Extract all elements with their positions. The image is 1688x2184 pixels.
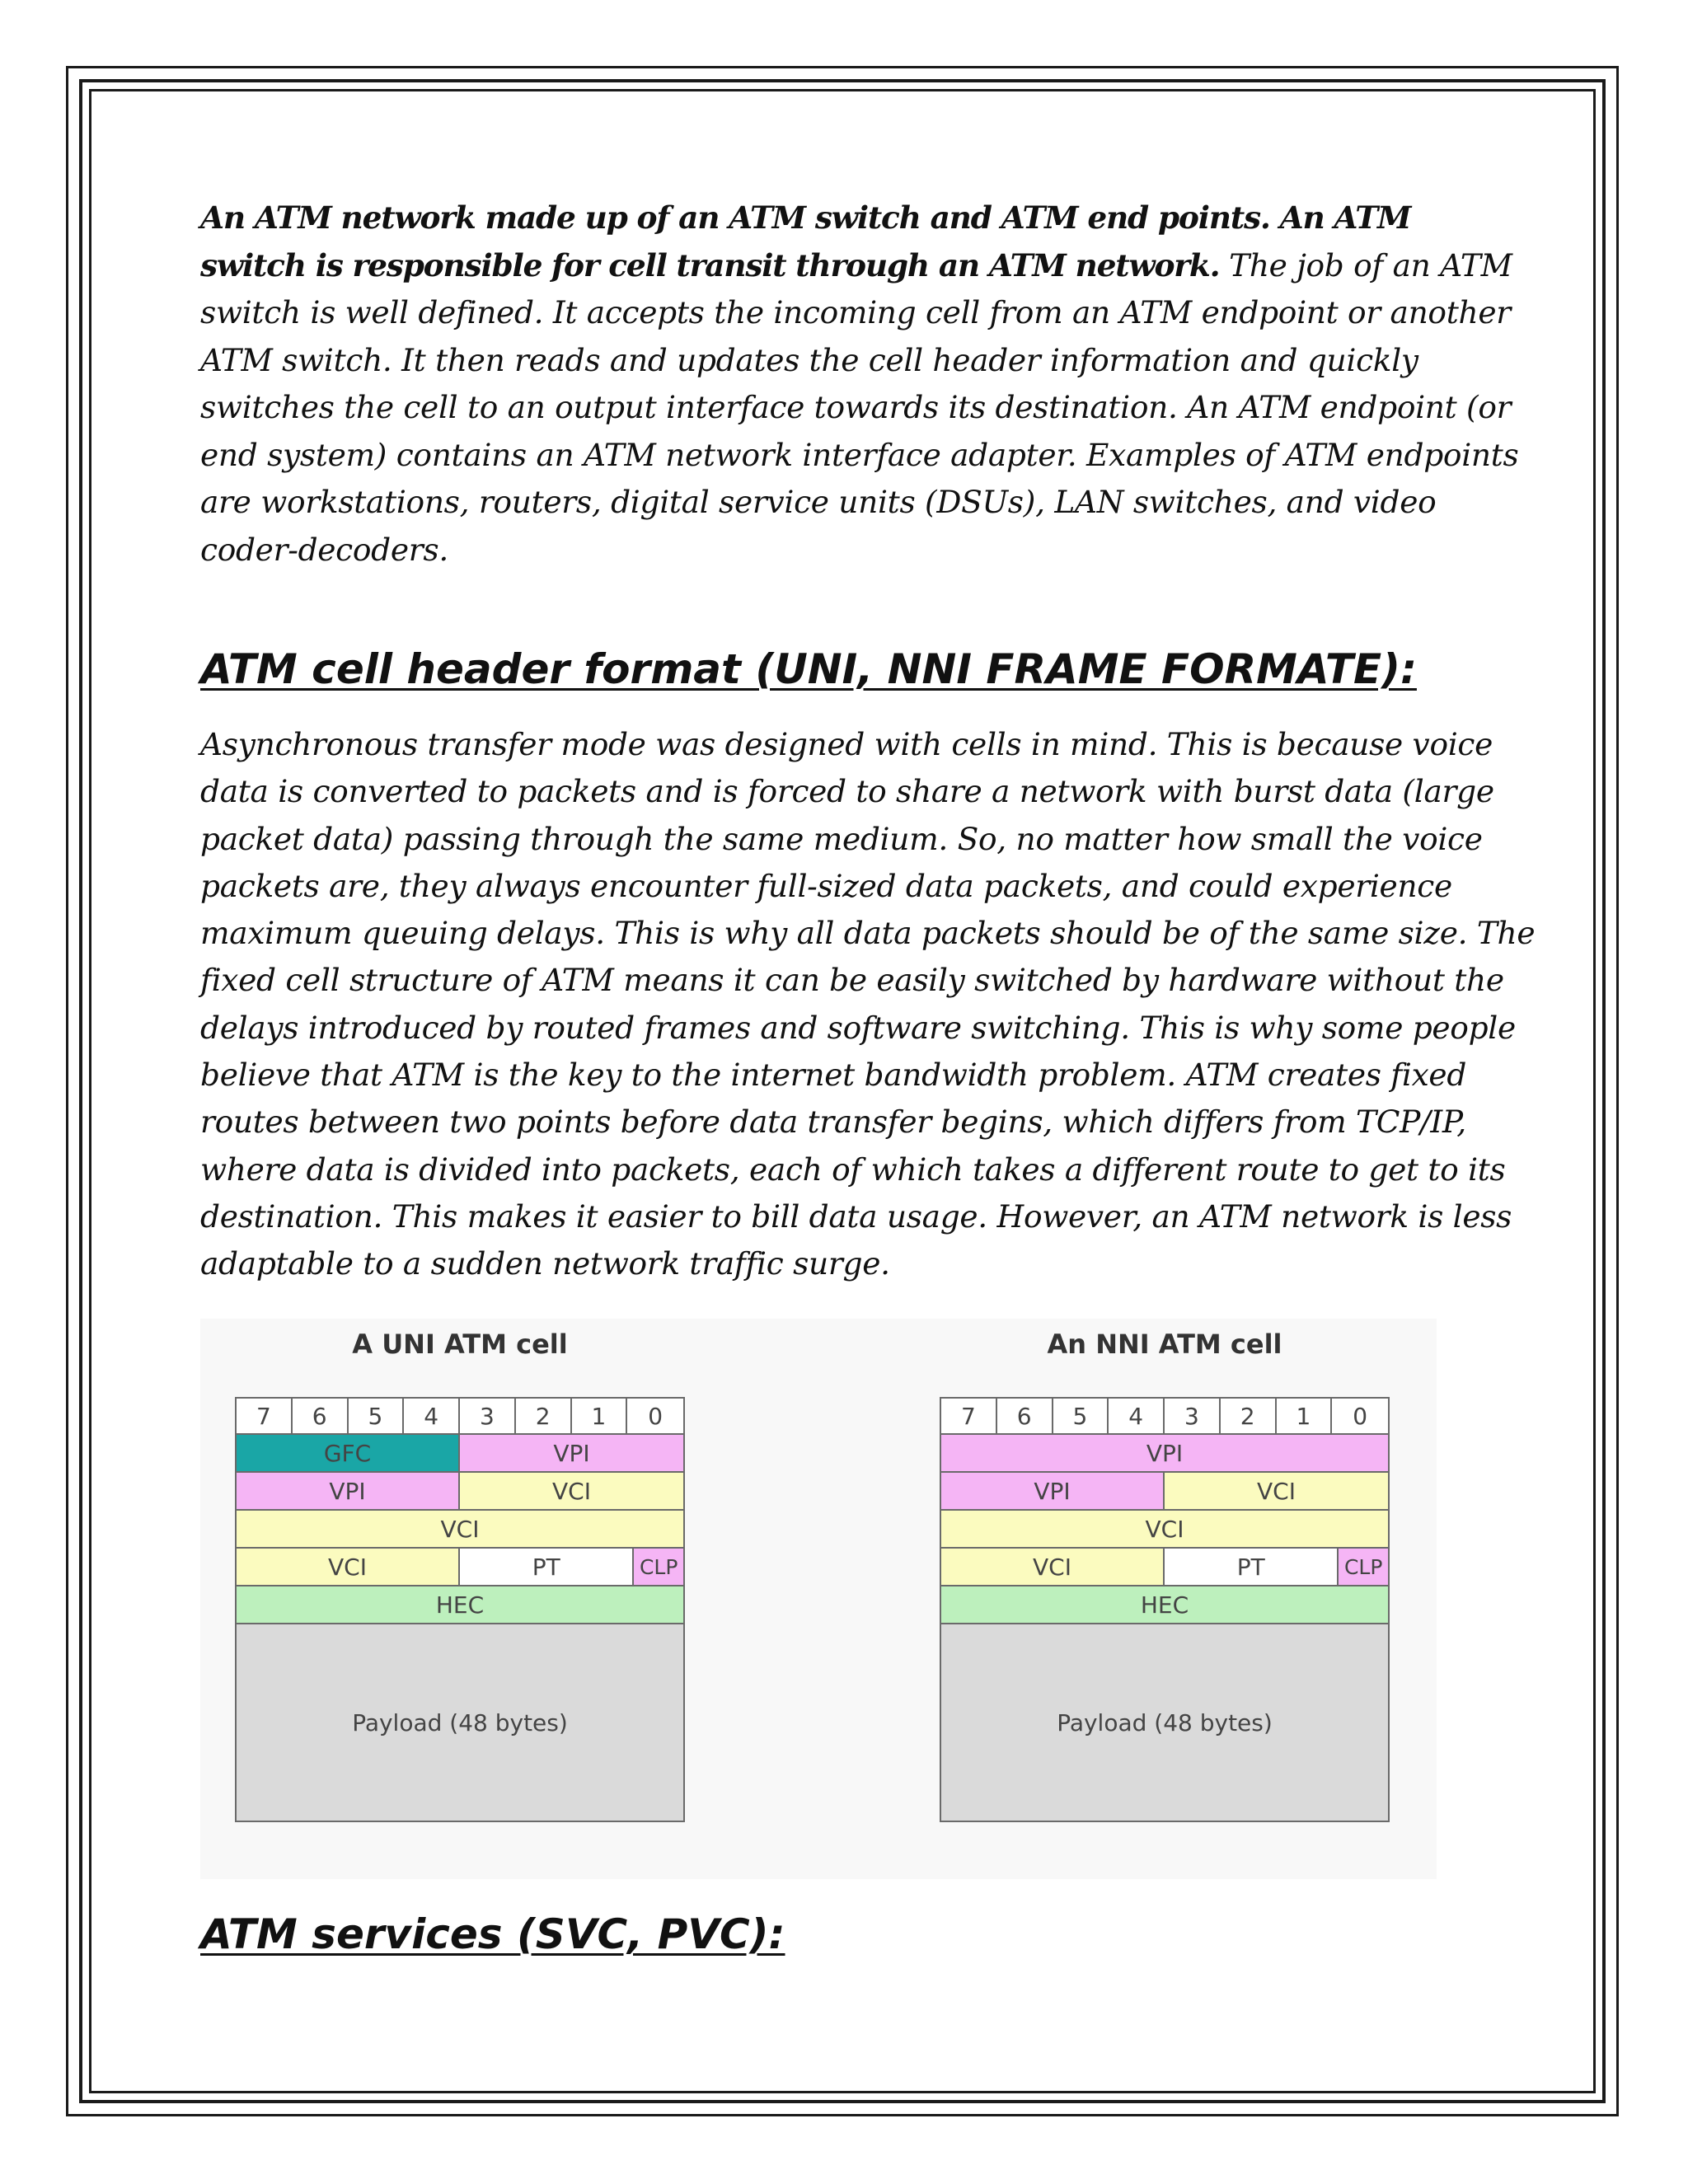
bit-label: 0 xyxy=(627,1399,683,1433)
uni-cell-title: A UNI ATM cell xyxy=(352,1329,568,1360)
pt-field: PT xyxy=(1165,1549,1339,1585)
payload-row xyxy=(235,1624,685,1822)
bit-label: 0 xyxy=(1332,1399,1388,1433)
bit-label: 3 xyxy=(1165,1399,1221,1433)
vpi-field: VPI xyxy=(460,1435,683,1471)
gfc-field: GFC xyxy=(237,1435,460,1471)
pt-field: PT xyxy=(460,1549,634,1585)
payload-row xyxy=(940,1624,1390,1822)
vci-field: VCI xyxy=(237,1549,460,1585)
header-row-4 xyxy=(940,1549,1390,1586)
atm-cell-diagrams xyxy=(200,1319,1437,1879)
vci-field: VCI xyxy=(941,1511,1388,1547)
intro-lead-text: An ATM network made up of an ATM switch and ATM end points. An ATM switch is responsible for cell transit through an ATM network. xyxy=(200,199,1411,284)
clp-field: CLP xyxy=(1339,1549,1388,1585)
vpi-field: VPI xyxy=(941,1473,1165,1509)
section-heading-atm-services: ATM services (SVC, PVC): xyxy=(200,1910,785,1958)
payload-field: Payload (48 bytes) xyxy=(237,1624,683,1821)
bit-label: 2 xyxy=(1221,1399,1277,1433)
vci-field: VCI xyxy=(460,1473,683,1509)
bit-label: 1 xyxy=(1277,1399,1333,1433)
bit-label: 4 xyxy=(1109,1399,1165,1433)
section-body-cell-header: Asynchronous transfer mode was designed with cells in mind. This is because voice data is converted to packets and is forced to share a network with burst data (large packet data) passing through the same medium. So, no matter how small the voice packets are, they always encounter full-sized data packets, and could experience maximum queuing delays. This is why all data packets should be of the same size. The fixed cell structure of ATM means it can be easily switched by hardware without the delays introduced by routed frames and software switching. This is why some people believe that ATM is the key to the internet bandwidth problem. ATM creates fixed routes between two points before data transfer begins, which differs from TCP/IP, where data is divided into packets, each of which takes a different route to get to its destination. This makes it easier to bill data usage. However, an ATM network is less adaptable to a sudden network traffic surge. xyxy=(200,726,1536,1282)
hec-field: HEC xyxy=(237,1586,683,1623)
intro-rest-text: The job of an ATM switch is well defined. It accepts the incoming cell from an ATM endpoint or another ATM switch. It then reads and updates the cell header information and quickly switches the cell to an output interface towards its destination. An ATM endpoint (or end system) contains an ATM network interface adapter. Examples of ATM endpoints are workstations, routers, digital service units (DSUs), LAN switches, and video coder-decoders. xyxy=(200,246,1519,568)
header-row-2 xyxy=(940,1473,1390,1511)
bit-label: 6 xyxy=(997,1399,1053,1433)
header-row-2 xyxy=(235,1473,685,1511)
header-row-3 xyxy=(235,1511,685,1549)
vci-field: VCI xyxy=(941,1549,1165,1585)
bit-label: 7 xyxy=(237,1399,293,1433)
bit-label: 4 xyxy=(404,1399,460,1433)
bit-row xyxy=(940,1397,1390,1435)
header-row-5 xyxy=(940,1586,1390,1624)
uni-cell-grid xyxy=(235,1397,685,1822)
header-row-1 xyxy=(940,1435,1390,1473)
section-heading-cell-header: ATM cell header format (UNI, NNI FRAME FORMATE): xyxy=(200,645,1417,693)
clp-field: CLP xyxy=(634,1549,683,1585)
vci-field: VCI xyxy=(1165,1473,1388,1509)
payload-field: Payload (48 bytes) xyxy=(941,1624,1388,1821)
vpi-field: VPI xyxy=(941,1435,1388,1471)
bit-label: 2 xyxy=(516,1399,572,1433)
bit-label: 5 xyxy=(1053,1399,1109,1433)
nni-cell-grid xyxy=(940,1397,1390,1822)
vci-field: VCI xyxy=(237,1511,683,1547)
hec-field: HEC xyxy=(941,1586,1388,1623)
bit-label: 1 xyxy=(572,1399,628,1433)
header-row-4 xyxy=(235,1549,685,1586)
header-row-5 xyxy=(235,1586,685,1624)
intro-paragraph xyxy=(200,194,1519,574)
bit-label: 7 xyxy=(941,1399,997,1433)
bit-row xyxy=(235,1397,685,1435)
bit-label: 3 xyxy=(460,1399,516,1433)
nni-cell-title: An NNI ATM cell xyxy=(1047,1329,1282,1360)
bit-label: 5 xyxy=(349,1399,405,1433)
header-row-3 xyxy=(940,1511,1390,1549)
header-row-1 xyxy=(235,1435,685,1473)
bit-label: 6 xyxy=(293,1399,349,1433)
vpi-field: VPI xyxy=(237,1473,460,1509)
